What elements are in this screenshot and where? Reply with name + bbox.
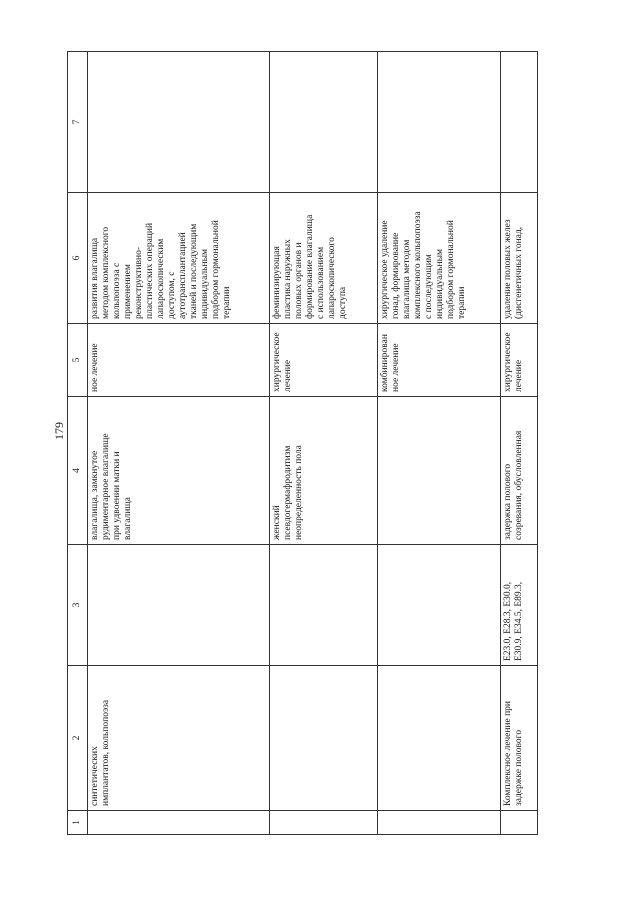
table-cell xyxy=(270,52,378,193)
table-cell: синтетических имплантатов, кольпопоэза xyxy=(88,666,270,811)
table-cell xyxy=(270,811,378,835)
document-table-sheet xyxy=(67,52,537,835)
table-cell xyxy=(88,52,270,193)
table-cell xyxy=(378,666,501,811)
column-header: 5 xyxy=(68,324,88,397)
table-cell xyxy=(501,52,538,193)
table-cell xyxy=(270,545,378,666)
table-row xyxy=(501,52,538,835)
table-cell xyxy=(501,811,538,835)
column-header: 7 xyxy=(68,52,88,193)
table-cell xyxy=(378,545,501,666)
table-cell xyxy=(378,397,501,545)
table-cell xyxy=(378,811,501,835)
table-cell: женский псевдогермафродитизм неопределенность пола xyxy=(270,397,378,545)
table-row xyxy=(270,52,378,835)
table-cell: развития влагалища методом комплексного кольпопоэза с применением реконструктивно- пластических операций лапароскопическим доступом, с аутотрансплантацией тканей и последующим индивидуальным подбором гормональной терапии xyxy=(88,193,270,324)
table-cell xyxy=(378,52,501,193)
table-cell: хирургическое лечение xyxy=(501,324,538,397)
column-header: 3 xyxy=(68,545,88,666)
table-row xyxy=(378,52,501,835)
table-cell: ное лечение xyxy=(88,324,270,397)
table-cell: Комплексное лечение при задержке полового xyxy=(501,666,538,811)
table-cell xyxy=(88,811,270,835)
column-header: 4 xyxy=(68,397,88,545)
table-cell xyxy=(270,666,378,811)
column-header: 2 xyxy=(68,666,88,811)
table-cell: хирургическое удаление гонад, формирование влагалища методом комплексного кольпопоэза с последующим индивидуальным подбором гормональной терапии xyxy=(378,193,501,324)
table-header-row xyxy=(68,52,88,835)
table-cell: влагалища, замкнутое рудиментарное влагалище при удвоении матки и влагалища xyxy=(88,397,270,545)
table-cell: комбинирован ное лечение xyxy=(378,324,501,397)
column-header: 1 xyxy=(68,811,88,835)
table-cell: феминизирующая пластика наружных половых органов и формирование влагалища с использованием лапароскопического доступа xyxy=(270,193,378,324)
table-cell: удаление половых желез (дисгенетичных гонад, xyxy=(501,193,538,324)
table-cell xyxy=(88,545,270,666)
table-cell: хирургическое лечение xyxy=(270,324,378,397)
table-row xyxy=(88,52,270,835)
table-cell: E23.0, E28.3, E30.0, E30.9, E34.5, E89.3, xyxy=(501,545,538,666)
column-header: 6 xyxy=(68,193,88,324)
page-number: 179 xyxy=(52,422,66,440)
medical-procedures-table xyxy=(67,51,538,835)
table-cell: задержка полового созревания, обусловленная xyxy=(501,397,538,545)
